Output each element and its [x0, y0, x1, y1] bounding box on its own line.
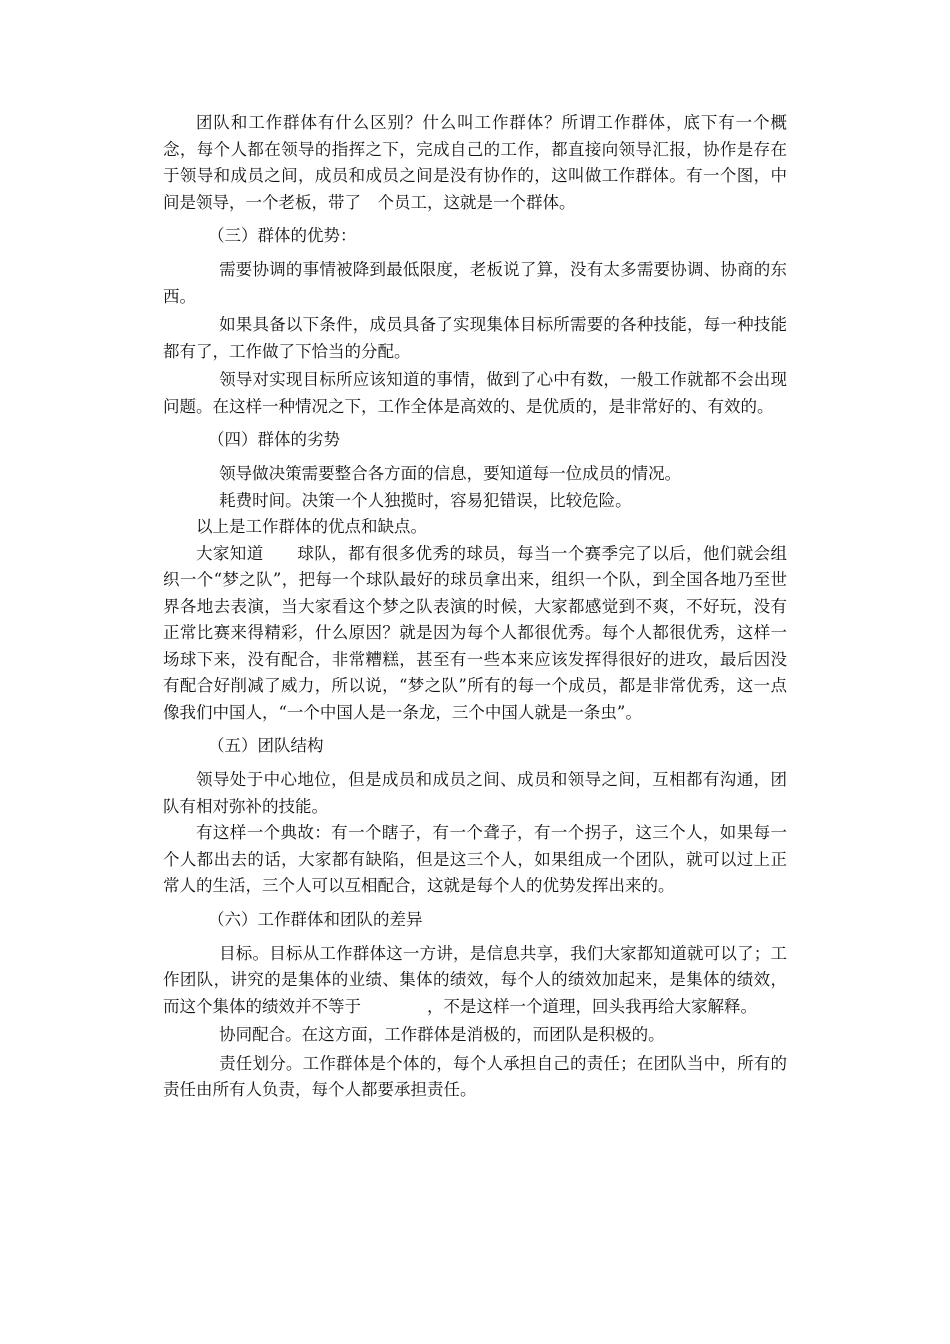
heading-team-structure: （五）团队结构	[208, 736, 324, 755]
paragraph-work-group-definition: 团队和工作群体有什么区别？什么叫工作群体？所谓工作群体，底下有一个概念，每个人都在领导的指挥之下，完成自己的工作，都直接向领导汇报，协作是存在于领导和成员之间，成员和成员之间是没有协作的，这叫做工作群体。有一个图，中间是领导，一个老板，带了 个员工，这就是一个群体。	[163, 113, 787, 212]
paragraph-advantage-efficiency: 领导对实现目标所应该知道的事情，做到了心中有数，一般工作就都不会出现问题。在这样一种情况之下，工作全体是高效的、是优质的，是非常好的、有效的。	[163, 370, 787, 416]
paragraph-dream-team: 大家知道 球队，都有很多优秀的球员，每当一个赛季完了以后，他们就会组织一个“梦之队”，把每一个球队最好的球员拿出来，组织一个队，到全国各地乃至世界各地去表演，当大家看这个梦之队表演的时候，大家都感觉到不爽，不好玩，没有 正常比赛来得精彩，什么原因？就是因为每个人都很优秀。每个人都很优秀，这样一场球下来，没有配合，非常糟糕，甚至有一些本来应该发挥得很好的进攻，最后因没有配合好削减了威力，所以说，“梦之队”所有的每一个成员，都是非常优秀，这一点像我们中国人，“一个中国人是一条龙，三个中国人就是一条虫”。	[163, 543, 820, 722]
paragraph-difference-cooperation: 协同配合。在这方面，工作群体是消极的，而团队是积极的。	[219, 1025, 665, 1044]
paragraph-difference-responsibility: 责任划分。工作群体是个体的，每个人承担自己的责任；在团队当中，所有的责任由所有人负责，每个人都要承担责任。	[163, 1053, 787, 1099]
paragraph-disadvantage-time: 耗费时间。决策一个人独揽时，容易犯错误，比较危险。	[219, 490, 632, 510]
paragraph-advantage-skills: 如果具备以下条件，成员具备了实现集体目标所需要的各种技能，每一种技能都有了，工作做了下恰当的分配。	[163, 315, 787, 361]
heading-group-advantages: （三）群体的优势：	[208, 226, 357, 245]
paragraph-disadvantage-information: 领导做决策需要整合各方面的信息，要知道每一位成员的情况。	[219, 464, 682, 483]
paragraph-team-communication: 领导处于中心地位，但是成员和成员之间、成员和领导之间，互相都有沟通，团队有相对弥补的技能。	[163, 770, 787, 816]
paragraph-advantage-coordination: 需要协调的事情被降到最低限度，老板说了算，没有太多需要协调、协商的东西。	[163, 260, 787, 306]
paragraph-summary: 以上是工作群体的优点和缺点。	[196, 517, 427, 536]
heading-group-team-differences: （六）工作群体和团队的差异	[208, 909, 423, 929]
heading-group-disadvantages: （四）群体的劣势	[208, 430, 340, 449]
document-page	[163, 110, 820, 1104]
paragraph-difference-goals: 目标。目标从工作群体这一方讲，是信息共享，我们大家都知道就可以了；工作团队，讲究的是集体的业绩、集体的绩效，每个人的绩效加起来，是集体的绩效，而这个集体的绩效并不等于 ，不是这样一个道理，回头我再给大家解释。	[163, 943, 787, 1016]
paragraph-team-story: 有这样一个典故：有一个瞎子，有一个聋子，有一个拐子，这三个人，如果每一个人都出去的话，大家都有缺陷，但是这三个人，如果组成一个团队，就可以过上正常人的生活，三个人可以互相配合，这就是每个人的优势发挥出来的。	[163, 823, 787, 895]
